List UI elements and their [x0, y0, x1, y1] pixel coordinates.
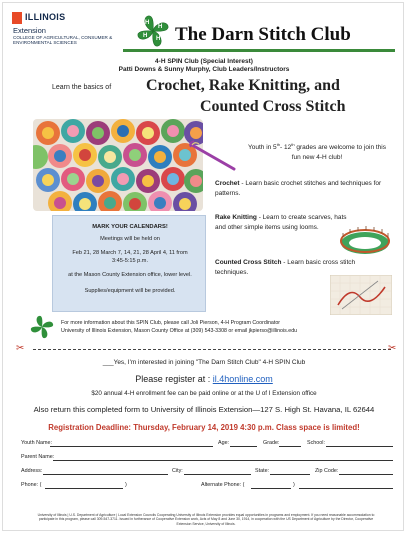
age-field[interactable] [230, 446, 257, 447]
meeting-time: 3:45-5:15 p.m. [111, 258, 149, 264]
headline-line2: Counted Cross Stitch [200, 98, 346, 115]
contact-line2: University of Illinois Extension, Mason County Office at (309) 543-3308 or email jkpierso@illinois.edu [61, 328, 298, 334]
alt-phone-label: Alternate Phone: ( [201, 482, 245, 488]
meeting-dates: Feb 21, 28 March 7, 14, 21, 28 April 4, 11 from [72, 250, 188, 256]
youth-sup1: th [276, 142, 281, 147]
cross-stitch-icon [330, 275, 392, 315]
address-label: Address: [21, 468, 43, 474]
return-address: Also return this completed form to University of Illinois Extension—127 S. High St. Havana, IL 62644 [33, 405, 375, 414]
phone-label: Phone: ( [21, 482, 42, 488]
cut-line [33, 349, 391, 350]
4h-clover-icon [133, 12, 173, 52]
crochet-circles-image [33, 119, 203, 211]
grade-field[interactable] [279, 446, 301, 447]
rake-knitting-description [215, 213, 355, 232]
register-line [3, 374, 405, 384]
register-text: Please register at : [135, 374, 213, 384]
svg-text:H: H [158, 24, 163, 30]
rake-label: Rake Knitting [215, 214, 257, 221]
university-name: ILLINOIS [25, 12, 66, 22]
alt-phone-field[interactable] [251, 488, 291, 489]
grade-eligibility-text [247, 140, 387, 162]
college-name: COLLEGE OF AGRICULTURAL, CONSUMER & ENVIRONMENTAL SCIENCES [13, 35, 113, 46]
youth-name-field[interactable] [50, 446, 213, 447]
legal-footer: University of Illinois | U.S. Department of Agriculture | Local Extension Councils Cooperating University of Illinois Extension provides equal opportunities in programs and employment. If you need reasonable accommodation to participate in this program, please call 309-547-3711. Issued in furtherance of Cooperative Extension work, Acts of May 8 and June 30, 1914, in cooperation with the US Department of Agriculture by the Director, Cooperative Extension Service, University of Illinois. [37, 513, 375, 526]
interest-checkbox-line[interactable]: ___Yes, I'm interested in joining "The Darn Stitch Club" 4-H SPIN Club [102, 359, 306, 366]
flyer-page [2, 2, 404, 531]
crochet-text: - Learn basic crochet stitches and techniques for patterns. [215, 180, 382, 197]
city-label: City: [172, 468, 183, 474]
state-label: State: [255, 468, 270, 474]
meeting-intro: Meetings will be held on [100, 236, 160, 242]
phone-close: ) [125, 482, 127, 488]
registration-deadline: Registration Deadline: Thursday, February 14, 2019 4:30 p.m. Class space is limited! [48, 423, 360, 432]
cross-text: - Learn basic cross stitch techniques. [215, 259, 356, 276]
scissors-icon: ✂ [16, 343, 25, 354]
club-leaders: Patti Downs & Sunny Murphy, Club Leaders/Instructors [118, 66, 290, 73]
alt-phone-extra-field[interactable] [299, 488, 393, 489]
youth-text-b: - 12 [280, 144, 292, 152]
rake-text: - Learn to create scarves, hats and other simple items using looms. [215, 214, 347, 231]
svg-text:H: H [143, 33, 148, 39]
crochet-hook-icon [188, 139, 238, 175]
loom-icon [338, 223, 393, 259]
club-type: 4-H SPIN Club (Special Interest) [155, 58, 253, 65]
youth-text-c: grades are welcome to join this fun new 4-H club! [291, 144, 386, 161]
address-field[interactable] [43, 474, 168, 475]
illinois-i-icon [12, 12, 22, 24]
youth-sup2: th [291, 142, 295, 147]
youth-name-label: Youth Name: [21, 440, 52, 446]
svg-text:H: H [145, 20, 150, 26]
zip-label: Zip Code: [315, 468, 339, 474]
scissors-icon-right: ✂ [388, 343, 397, 354]
cross-label: Counted Cross Stitch [215, 259, 282, 266]
school-field[interactable] [326, 446, 393, 447]
contact-info [61, 319, 391, 335]
headline-line1: Crochet, Rake Knitting, and [146, 77, 340, 94]
parent-name-label: Parent Name: [21, 454, 55, 460]
youth-text-a: Youth in 5 [248, 144, 277, 152]
calendar-title: MARK YOUR CALENDARS! [92, 224, 168, 230]
phone-field[interactable] [45, 488, 123, 489]
city-field[interactable] [184, 474, 251, 475]
parent-name-field[interactable] [53, 460, 393, 461]
meeting-location: at the Mason County Extension office, lower level. [68, 272, 192, 278]
club-title: The Darn Stitch Club [175, 24, 351, 45]
register-link[interactable]: il.4honline.com [212, 374, 273, 384]
zip-field[interactable] [339, 474, 393, 475]
grade-label: Grade: [263, 440, 280, 446]
contact-line1: For more information about this SPIN Club, please call Joli Pierson, 4-H Program Coordinator [61, 320, 281, 326]
4h-clover-small-icon [25, 313, 59, 341]
extension-label: Extension [13, 26, 46, 35]
fee-note: $20 annual 4-H enrollment fee can be paid online or at the U of I Extension office [91, 390, 317, 397]
alt-phone-close: ) [293, 482, 295, 488]
supplies-note: Supplies/equipment will be provided. [84, 288, 176, 294]
title-underline [123, 49, 395, 52]
svg-text:H: H [156, 36, 161, 42]
school-label: School: [307, 440, 325, 446]
crochet-label: Crochet [215, 180, 240, 187]
state-field[interactable] [270, 474, 310, 475]
learn-basics-text: Learn the basics of [52, 84, 112, 91]
age-label: Age: [218, 440, 230, 446]
calendar-box [52, 215, 206, 312]
crochet-description [215, 179, 390, 198]
